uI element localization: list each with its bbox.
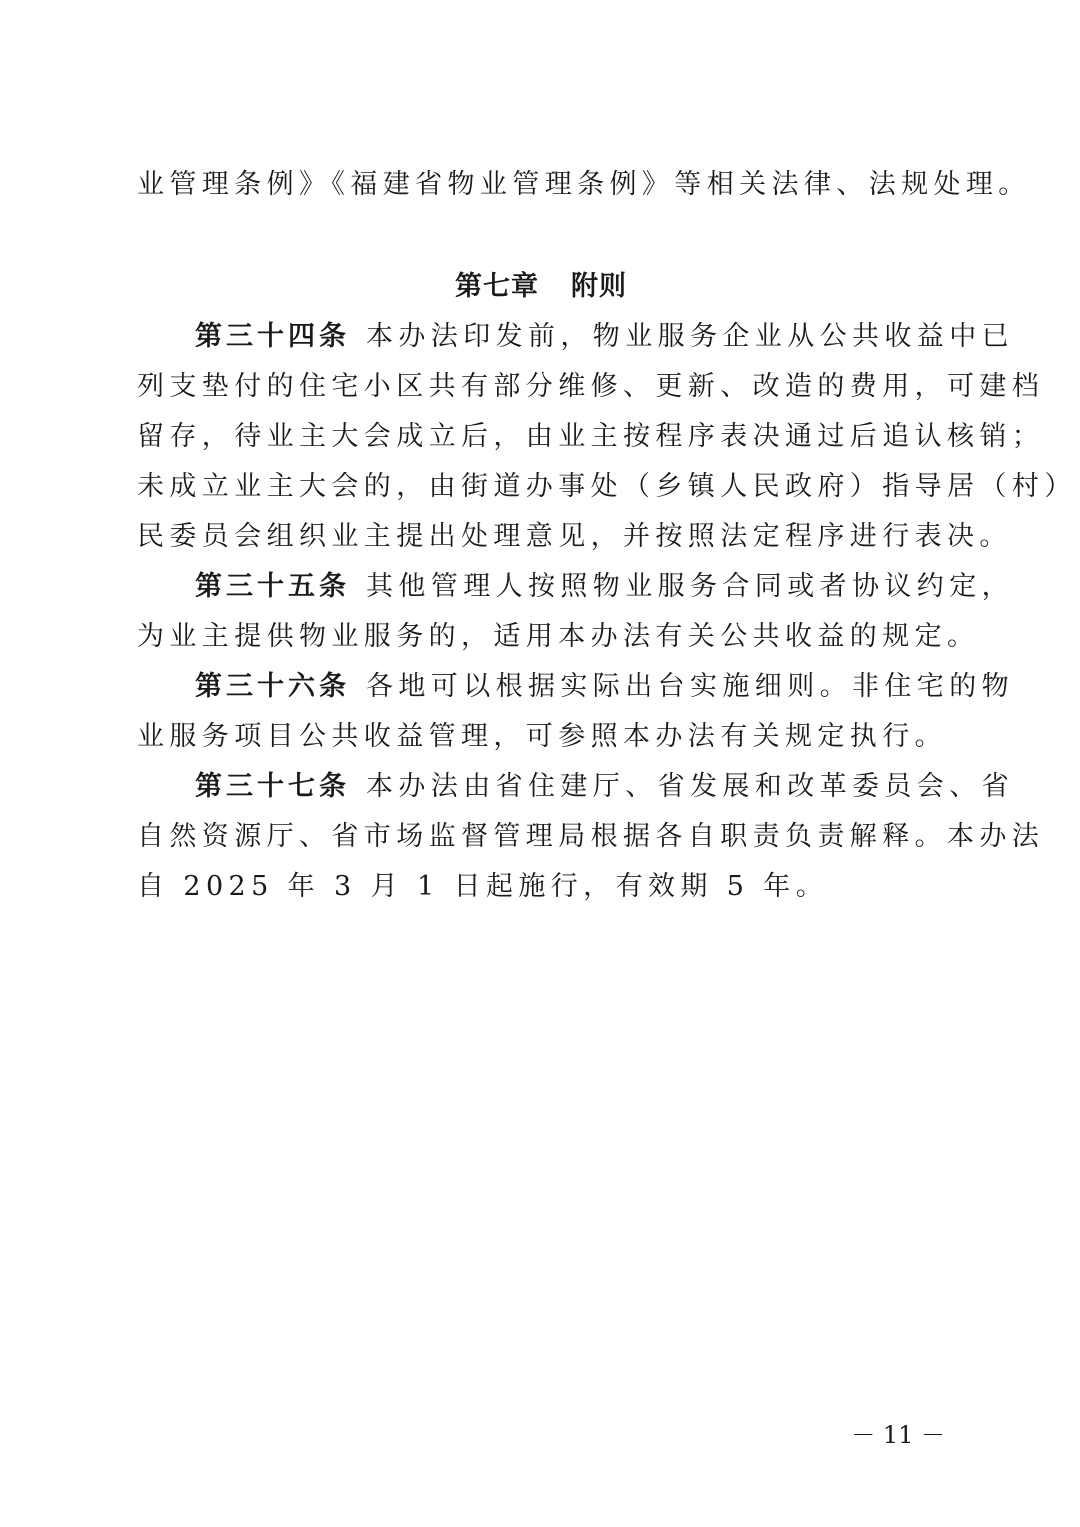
article-text-line: 本办法印发前，物业服务企业从公共收益中已 xyxy=(366,321,1014,352)
article-label: 第三十七条 xyxy=(195,771,350,802)
article-34 xyxy=(137,312,1077,562)
article-label: 第三十六条 xyxy=(195,671,350,702)
chapter-heading xyxy=(137,262,945,312)
article-text-line: 各地可以根据实际出台实施细则。非住宅的物 xyxy=(366,671,1014,702)
page-number: － 11 － xyxy=(851,1421,945,1449)
article-text-line: 自 2025 年 3 月 1 日起施行，有效期 5 年。 xyxy=(137,871,829,902)
article-text-line: 其他管理人按照物业服务合同或者协议约定， xyxy=(366,571,1014,602)
article-text-line: 本办法由省住建厅、省发展和改革委员会、省 xyxy=(366,771,1014,802)
article-label: 第三十五条 xyxy=(195,571,350,602)
article-36 xyxy=(137,662,1014,762)
article-37 xyxy=(137,762,1045,912)
article-label: 第三十四条 xyxy=(195,321,350,352)
article-text-line: 列支垫付的住宅小区共有部分维修、更新、改造的费用，可建档 xyxy=(137,371,1045,402)
chapter-number: 第七章 xyxy=(455,271,539,302)
article-35 xyxy=(137,562,1014,662)
article-text-line: 自然资源厅、省市场监督管理局根据各自职责负责解释。本办法 xyxy=(137,821,1045,852)
article-text-line: 业服务项目公共收益管理，可参照本办法有关规定执行。 xyxy=(137,721,947,752)
article-text-line: 民委员会组织业主提出处理意见，并按照法定程序进行表决。 xyxy=(137,521,1012,552)
article-text-line: 留存，待业主大会成立后，由业主按程序表决通过后追认核销； xyxy=(137,421,1045,452)
document-body xyxy=(137,160,1077,912)
continuation-text: 业管理条例》《福建省物业管理条例》等相关法律、法规处理。 xyxy=(137,169,1031,200)
article-text-line: 未成立业主大会的，由街道办事处（乡镇人民政府）指导居（村） xyxy=(137,471,1077,502)
article-text-line: 为业主提供物业服务的，适用本办法有关公共收益的规定。 xyxy=(137,621,980,652)
chapter-title: 附则 xyxy=(571,271,627,302)
